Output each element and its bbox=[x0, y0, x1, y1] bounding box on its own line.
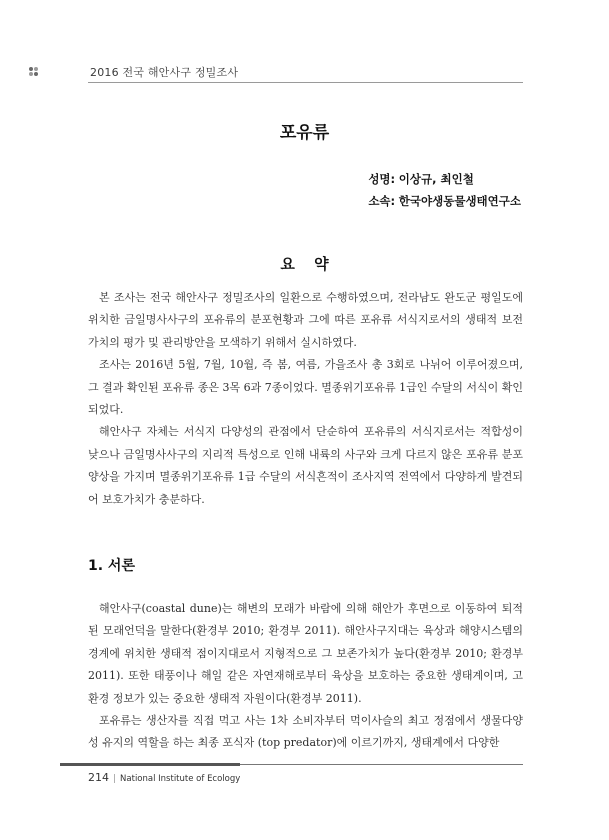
section-paragraph: 해안사구(coastal dune)는 해변의 모래가 바람에 의해 해안가 후면으로 이동하여 퇴적된 모래언덕을 말한다(환경부 2010; 환경부 2011). 해안사구지대는 육상과 해양시스템의 경계에 위치한 생태적 점이지대로서 지형적으로 그 보존가치가 높다(환경부 2010; 환경부 2011). 또한 태풍이나 해일 같은 자연재해로부터 육상을 보호하는 중요한 생태계이며, 고환경 정보가 있는 중요한 생태적 자원이다(환경부 2011). bbox=[88, 602, 523, 705]
author-block bbox=[368, 168, 521, 212]
abstract-paragraph: 조사는 2016년 5월, 7월, 10월, 즉 봄, 여름, 가을조사 총 3회로 나뉘어 이루어졌으며, 그 결과 확인된 포유류 종은 3목 6과 7종이었다. 멸종위기포유류 1급인 수달의 서식이 확인되었다. bbox=[88, 358, 523, 417]
author-affiliation bbox=[368, 190, 521, 212]
affiliation: 한국야생동물생태연구소 bbox=[398, 194, 521, 208]
header-divider bbox=[88, 82, 523, 83]
section-body bbox=[88, 598, 523, 755]
affiliation-label: 소속: bbox=[368, 194, 396, 208]
abstract-heading: 요 약 bbox=[280, 255, 329, 273]
abstract-body bbox=[88, 287, 523, 511]
footer-separator: | bbox=[113, 774, 117, 784]
page-footer bbox=[88, 771, 240, 784]
abstract-paragraph: 해안사구 자체는 서식지 다양성의 관점에서 단순하여 포유류의 서식지로서는 적합성이 낮으나 금일명사사구의 지리적 특성으로 인해 내륙의 사구와 크게 다르지 않은 포유류 분포 양상을 가지며 멸종위기포유류 1급 수달의 서식흔적이 조사지역 전역에서 다양하게 발견되어 보호가치가 충분하다. bbox=[88, 425, 523, 506]
abstract-paragraph: 본 조사는 전국 해안사구 정밀조사의 일환으로 수행하였으며, 전라남도 완도군 평일도에 위치한 금일명사사구의 포유류의 분포현황과 그에 따른 포유류 서식지로서의 생태적 보전가치의 평가 및 관리방안을 모색하기 위해서 실시하였다. bbox=[88, 291, 523, 349]
header-bullet-icon bbox=[29, 67, 39, 77]
footer-accent-bar bbox=[60, 763, 240, 766]
page-title: 포유류 bbox=[279, 123, 330, 143]
institution-name: National Institute of Ecology bbox=[120, 774, 241, 784]
running-header: 2016 전국 해안사구 정밀조사 bbox=[90, 66, 239, 79]
section-heading: 1. 서론 bbox=[88, 558, 135, 574]
section-paragraph: 포유류는 생산자를 직접 먹고 사는 1차 소비자부터 먹이사슬의 최고 정점에서 생물다양성 유지의 역할을 하는 최종 포식자 (top predator)에 이르기까지, 생태계에서 다양한 bbox=[88, 714, 523, 750]
name-label: 성명: bbox=[368, 172, 396, 186]
names: 이상규, 최인철 bbox=[398, 172, 474, 186]
page-number: 214 bbox=[88, 771, 109, 784]
author-names bbox=[368, 168, 521, 190]
